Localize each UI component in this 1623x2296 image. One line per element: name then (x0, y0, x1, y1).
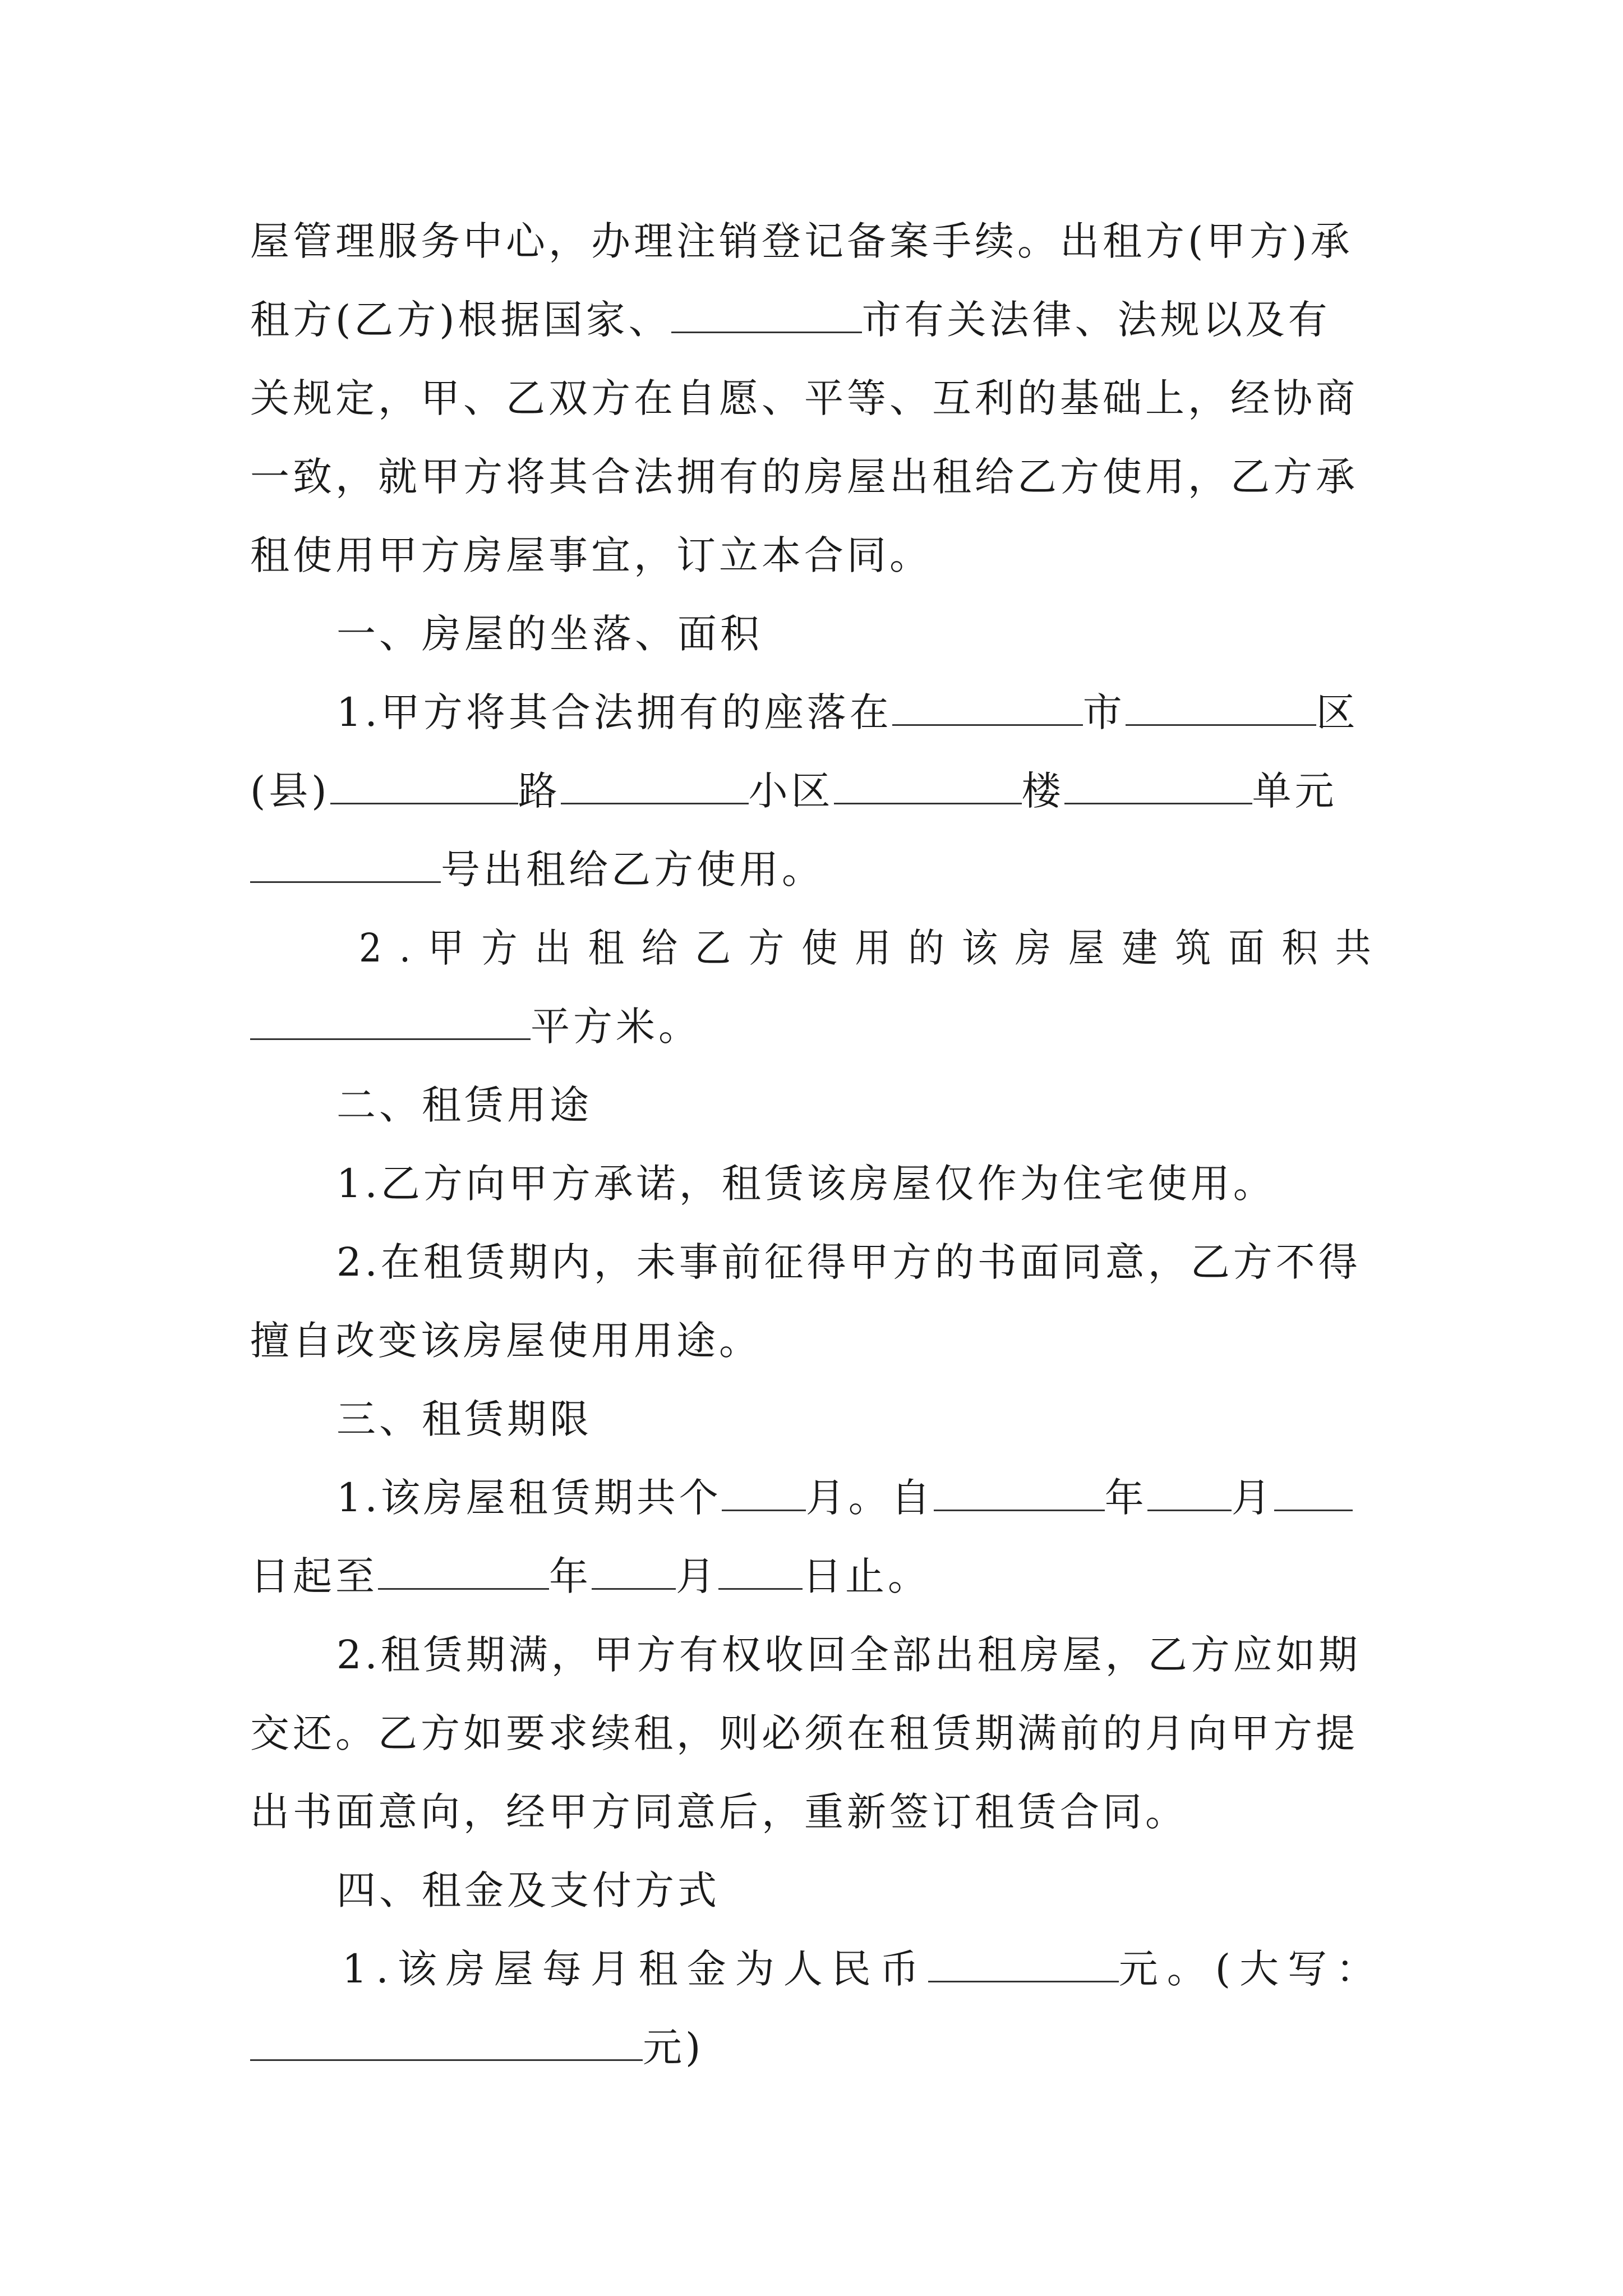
paragraph-line (336, 682, 1389, 743)
heading-text: 四、租金及支付方式 (336, 1867, 720, 1913)
line-text: 擅自改变该房屋使用用途。 (250, 1318, 762, 1364)
fill-blank-end-day[interactable] (718, 1549, 803, 1590)
fill-blank-months[interactable] (722, 1470, 806, 1511)
paragraph-line (250, 524, 1389, 586)
fill-blank-road-number[interactable] (561, 763, 749, 804)
line-text: 月。自 (805, 1475, 934, 1521)
heading-text: 三、租赁期限 (336, 1396, 592, 1442)
line-text: 平方米。 (531, 1004, 701, 1050)
fill-blank-end-year[interactable] (378, 1549, 549, 1590)
paragraph-line (250, 289, 1389, 351)
line-text: 路 (518, 768, 561, 814)
fill-blank-area[interactable] (250, 999, 531, 1040)
paragraph-line (336, 1153, 1389, 1214)
fill-blank-city[interactable] (671, 292, 862, 333)
line-text: 市有关法律、法规以及有 (861, 297, 1331, 343)
line-text: 1.该房屋每月租金为人民币 (342, 1946, 928, 1992)
paragraph-line (250, 760, 1389, 822)
paragraph-line (250, 1310, 1389, 1372)
fill-blank-rent-uppercase[interactable] (250, 2020, 643, 2061)
fill-blank-unit-number[interactable] (250, 842, 441, 883)
line-text: 日止。 (803, 1553, 930, 1599)
paragraph-line (336, 1467, 1389, 1529)
line-text: 市 (1082, 689, 1126, 735)
paragraph-line (250, 210, 1389, 272)
paragraph-line (250, 1703, 1389, 1764)
line-text: 出书面意向，经甲方同意后，重新签订租赁合同。 (250, 1789, 1188, 1835)
line-text: 月 (676, 1553, 718, 1599)
fill-blank-building[interactable] (1064, 763, 1252, 804)
line-text: 年 (1104, 1475, 1147, 1521)
paragraph-line (250, 996, 1389, 1057)
line-text: 区 (1316, 689, 1359, 735)
line-text: 租方(乙方)根据国家、 (250, 297, 671, 343)
line-text: 租使用甲方房屋事宜，订立本合同。 (250, 532, 932, 578)
paragraph-line (250, 1545, 1389, 1607)
section-heading (336, 1860, 1475, 1921)
fill-blank-road[interactable] (330, 763, 518, 804)
paragraph-line (250, 446, 1389, 508)
line-text: 号出租给乙方使用。 (441, 846, 824, 892)
paragraph-line (250, 839, 1389, 900)
section-heading (336, 1074, 1475, 1136)
fill-blank-rent-amount[interactable] (928, 1941, 1119, 1982)
fill-blank-start-month[interactable] (1147, 1470, 1232, 1511)
line-text: 月 (1231, 1475, 1274, 1521)
line-text: 元) (643, 2024, 704, 2070)
line-text: 楼 (1021, 768, 1064, 814)
paragraph-line (359, 917, 1389, 979)
line-text: 2.甲方出租给乙方使用的该房屋建筑面积共 (359, 925, 1389, 971)
fill-blank-start-year[interactable] (934, 1470, 1105, 1511)
line-text: 交还。乙方如要求续租，则必须在租赁期满前的月向甲方提 (250, 1710, 1358, 1756)
line-text: 一致，就甲方将其合法拥有的房屋出租给乙方使用，乙方承 (250, 454, 1358, 500)
paragraph-line (336, 1624, 1389, 1686)
line-text: 关规定，甲、乙双方在自愿、平等、互利的基础上，经协商 (250, 375, 1358, 421)
line-text: (县) (250, 768, 330, 814)
fill-blank-end-month[interactable] (592, 1549, 676, 1590)
heading-text: 一、房屋的坐落、面积 (336, 611, 763, 657)
section-heading (336, 1388, 1475, 1450)
line-text: 年 (549, 1553, 592, 1599)
fill-blank-city[interactable] (892, 685, 1083, 726)
fill-blank-district[interactable] (1126, 685, 1316, 726)
paragraph-line (342, 1938, 1389, 2000)
line-text: 屋管理服务中心，办理注销登记备案手续。出租方(甲方)承 (250, 218, 1353, 264)
paragraph-line (336, 1231, 1389, 1293)
line-text: 1.乙方向甲方承诺，租赁该房屋仅作为住宅使用。 (336, 1161, 1276, 1207)
section-heading (336, 603, 1475, 665)
line-text: 日起至 (250, 1553, 378, 1599)
line-text: 元。(大写： (1118, 1946, 1385, 1992)
paragraph-line (250, 367, 1389, 429)
paragraph-line (250, 2017, 1389, 2078)
paragraph-line (250, 1781, 1389, 1843)
line-text: 小区 (748, 768, 834, 814)
fill-blank-community[interactable] (834, 763, 1022, 804)
line-text: 2.在租赁期内，未事前征得甲方的书面同意，乙方不得 (336, 1239, 1361, 1285)
line-text: 1.甲方将其合法拥有的座落在 (336, 689, 892, 735)
line-text: 1.该房屋租赁期共个 (336, 1475, 722, 1521)
line-text: 单元 (1252, 768, 1338, 814)
fill-blank-start-day[interactable] (1274, 1470, 1353, 1511)
line-text: 2.租赁期满，甲方有权收回全部出租房屋，乙方应如期 (336, 1632, 1361, 1678)
heading-text: 二、租赁用途 (336, 1082, 592, 1128)
